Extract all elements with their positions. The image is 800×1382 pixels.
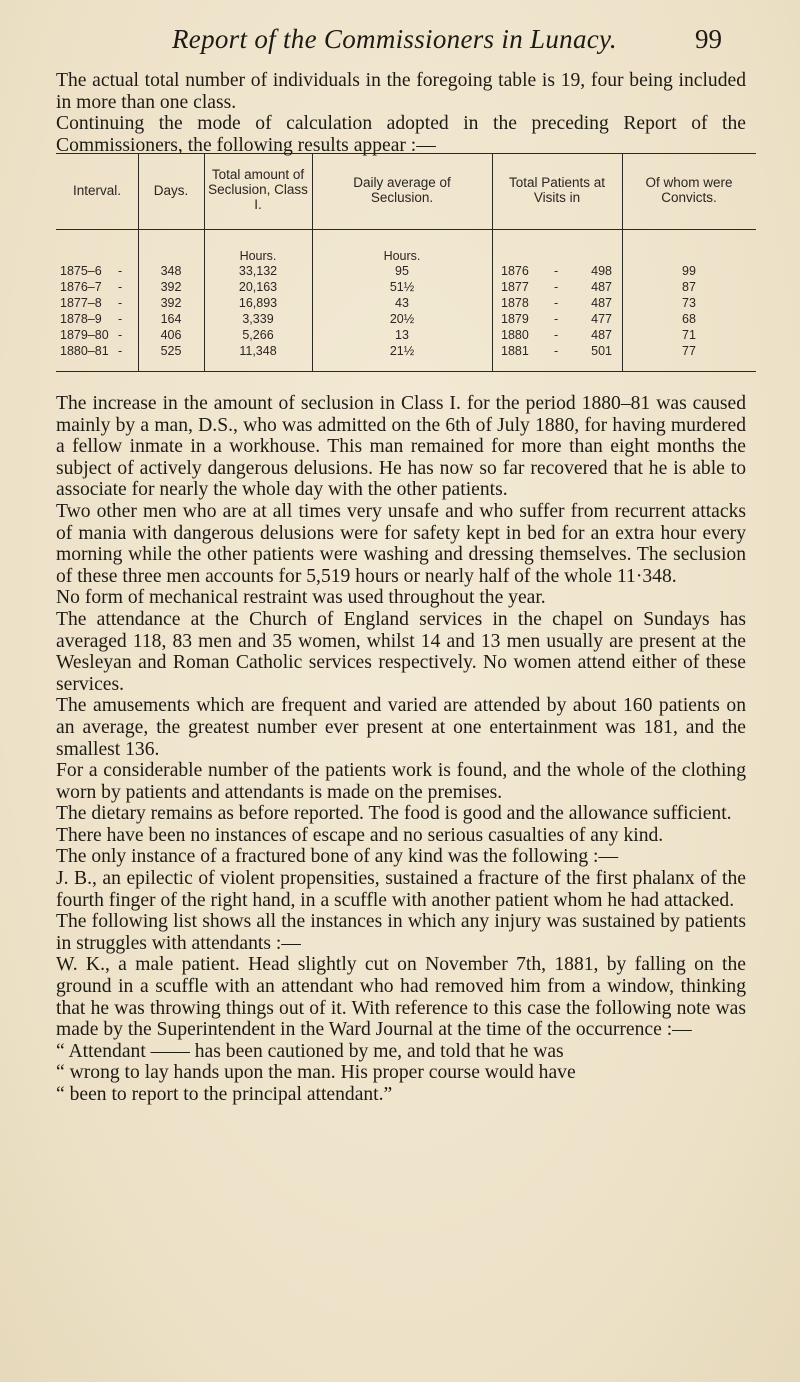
table-top-rule [56, 153, 756, 154]
column-header-total-patients: Total Patients at Visits in [508, 175, 606, 205]
table-cell-convicts: 87 [682, 280, 696, 294]
leader-dash: - [554, 280, 559, 294]
table-cell-interval: 1877–8 [60, 296, 102, 310]
body-paragraph: The attendance at the Church of England services in the chapel on Sundays has averaged 118, 83 men and 35 women, whilst 14 and 13 men usually are present at the Wesleyan and Roman Catholic services respectively. No women attend either of these services. [56, 608, 746, 695]
average-unit-label: Hours. [383, 249, 421, 263]
table-cell-year: 1878 [501, 296, 529, 310]
column-header-convicts: Of whom were Convicts. [645, 175, 733, 205]
table-cell-convicts: 68 [682, 312, 696, 326]
seclusion-table [56, 153, 756, 373]
journal-quote [56, 1041, 746, 1106]
table-cell-days: 406 [160, 328, 182, 342]
table-cell-patients: 487 [591, 296, 612, 310]
leader-dash: - [118, 280, 123, 294]
page-number: 99 [695, 24, 722, 54]
quote-line: “ wrong to lay hands upon the man. His proper course would have [56, 1062, 576, 1084]
intro-paragraph-2: Continuing the mode of calculation adopted in the preceding Report of the Commissioners, the following results appear :— [56, 113, 746, 156]
table-cell-days: 392 [160, 280, 182, 294]
table-cell-average: 95 [395, 264, 409, 278]
seclusion-unit-label: Hours. [239, 249, 277, 263]
leader-dash: - [118, 264, 123, 278]
body-paragraph: For a considerable number of the patients work is found, and the whole of the clothing worn by patients and attendants is made on the premises. [56, 760, 746, 803]
table-cell-patients: 487 [591, 328, 612, 342]
table-cell-convicts: 71 [682, 328, 696, 342]
leader-dash: - [118, 296, 123, 310]
table-cell-interval: 1876–7 [60, 280, 102, 294]
body-paragraph: There have been no instances of escape and no serious casualties of any kind. [56, 824, 664, 846]
table-cell-days: 392 [160, 296, 182, 310]
body-paragraph: The dietary remains as before reported. The food is good and the allowance sufficient. [56, 803, 732, 825]
table-cell-average: 43 [395, 296, 409, 310]
body-text [56, 393, 746, 1106]
table-cell-year: 1881 [501, 344, 529, 358]
column-header-interval: Interval. [72, 183, 122, 198]
leader-dash: - [554, 296, 559, 310]
leader-dash: - [554, 312, 559, 326]
table-cell-interval: 1875–6 [60, 264, 102, 278]
intro-paragraph-1: The actual total number of individuals in the foregoing table is 19, four being included in more than one class. [56, 70, 746, 113]
table-cell-average: 51½ [389, 280, 415, 294]
leader-dash: - [118, 312, 123, 326]
running-title: Report of the Commissioners in Lunacy. [172, 24, 617, 54]
table-cell-total: 11,348 [239, 344, 277, 358]
table-cell-year: 1879 [501, 312, 529, 326]
column-header-daily-average: Daily average of Seclusion. [353, 175, 451, 205]
column-header-total-seclusion: Total amount of Seclusion, Class I. [208, 167, 308, 212]
body-paragraph: W. K., a male patient. Head slightly cut on November 7th, 1881, by falling on the ground in a scuffle with an attendant who had removed him from a window, thinking that he was throwing things out of it. With reference to this case the following note was made by the Superintendent in the Ward Journal at the time of the occurrence :— [56, 954, 746, 1041]
table-cell-year: 1876 [501, 264, 529, 278]
table-cell-patients: 498 [591, 264, 612, 278]
table-cell-average: 20½ [389, 312, 415, 326]
table-cell-year: 1880 [501, 328, 529, 342]
body-paragraph: The only instance of a fractured bone of any kind was the following :— [56, 846, 619, 868]
leader-dash: - [554, 344, 559, 358]
table-cell-convicts: 73 [682, 296, 696, 310]
table-bottom-rule [56, 371, 756, 372]
column-header-days: Days. [153, 183, 189, 198]
table-cell-total: 20,163 [238, 280, 278, 294]
table-cell-days: 164 [160, 312, 182, 326]
leader-dash: - [554, 264, 559, 278]
leader-dash: - [118, 328, 123, 342]
table-cell-interval: 1878–9 [60, 312, 102, 326]
table-cell-average: 21½ [389, 344, 415, 358]
table-cell-interval: 1879–80 [60, 328, 109, 342]
body-paragraph: The increase in the amount of seclusion in Class I. for the period 1880–81 was caused mainly by a man, D.S., who was admitted on the 6th of July 1880, for having murdered a fellow inmate in a workhouse. This man remained for more than eight months the subject of actively dangerous delusions. He has now so far recovered that he is able to associate for nearly the whole day with the other patients. [56, 393, 746, 501]
table-cell-average: 13 [395, 328, 409, 342]
quote-line: “ been to report to the principal attendant.” [56, 1084, 393, 1105]
running-header [0, 24, 800, 58]
body-paragraph: The amusements which are frequent and varied are attended by about 160 patients on an average, the greatest number ever present at one entertainment was 181, and the smallest 136. [56, 695, 746, 760]
table-cell-interval: 1880–81 [60, 344, 109, 358]
body-paragraph: The following list shows all the instances in which any injury was sustained by patients in struggles with attendants :— [56, 911, 746, 954]
table-cell-patients: 487 [591, 280, 612, 294]
table-cell-convicts: 99 [682, 264, 696, 278]
quote-line: “ Attendant —— has been cautioned by me, and told that he was [56, 1040, 564, 1062]
intro-text [56, 70, 746, 156]
table-cell-convicts: 77 [682, 344, 696, 358]
table-header-rule [56, 229, 756, 230]
table-cell-year: 1877 [501, 280, 529, 294]
table-cell-days: 348 [160, 264, 182, 278]
table-cell-patients: 501 [591, 344, 612, 358]
table-cell-total: 16,893 [238, 296, 278, 310]
body-paragraph: J. B., an epilectic of violent propensities, sustained a fracture of the first phalanx of the fourth finger of the right hand, in a scuffle with another patient whom he had attacked. [56, 868, 746, 911]
body-paragraph: Two other men who are at all times very unsafe and who suffer from recurrent attacks of mania with dangerous delusions were for safety kept in bed for an extra hour every morning while the other patients were washing and dressing themselves. The seclusion of these three men accounts for 5,519 hours or nearly half of the whole 11·348. [56, 500, 746, 587]
table-cell-days: 525 [160, 344, 182, 358]
table-cell-total: 5,266 [242, 328, 274, 342]
leader-dash: - [118, 344, 123, 358]
leader-dash: - [554, 328, 559, 342]
table-cell-total: 3,339 [242, 312, 274, 326]
table-cell-total: 33,132 [238, 264, 278, 278]
body-paragraph: No form of mechanical restraint was used throughout the year. [56, 587, 546, 609]
table-cell-patients: 477 [591, 312, 612, 326]
